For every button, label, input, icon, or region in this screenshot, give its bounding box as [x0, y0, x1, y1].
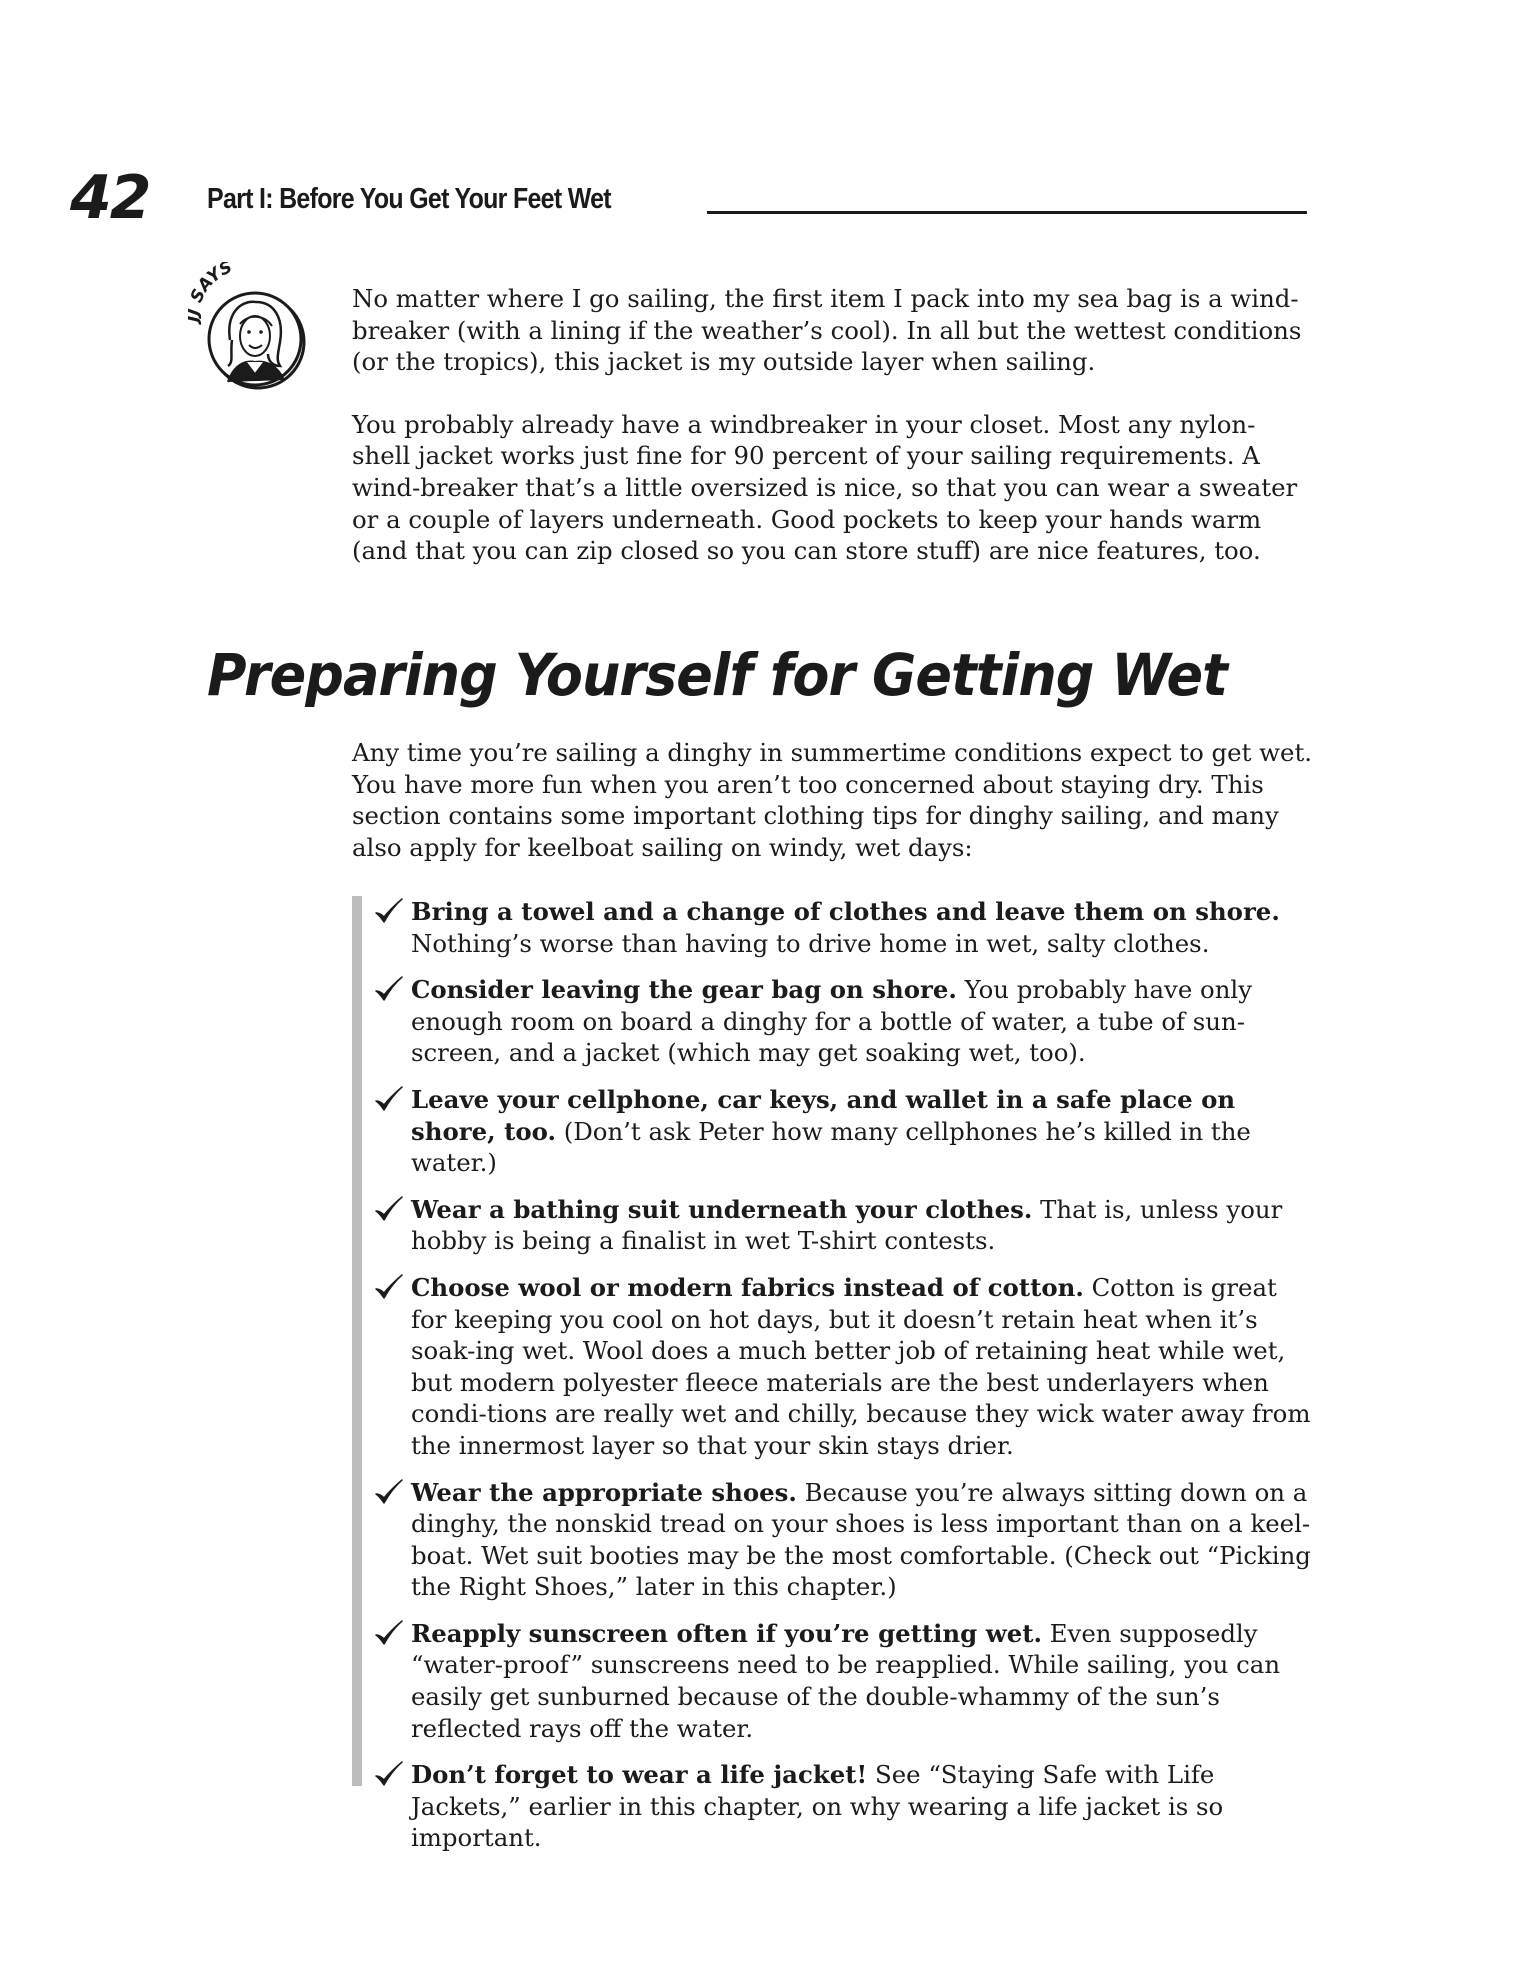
- list-item-lead: Wear the appropriate shoes.: [411, 1477, 797, 1507]
- list-item-lead: Don’t forget to wear a life jacket!: [411, 1760, 868, 1790]
- list-item-lead: Choose wool or modern fabrics instead of cotton.: [411, 1272, 1084, 1302]
- running-head-title: Part I: Before You Get Your Feet Wet: [207, 183, 611, 215]
- section-heading: Preparing Yourself for Getting Wet: [207, 641, 1227, 709]
- list-item: [411, 1194, 1312, 1257]
- list-item-text: That is, unless your hobby is being a finalist in wet T-shirt contests.: [411, 1194, 1283, 1256]
- jj-portrait-icon: [188, 262, 318, 397]
- list-item: [411, 1759, 1312, 1854]
- tip-paragraph: You probably already have a windbreaker in your closet. Most any nylon-shell jacket works just fine for 90 percent of your sailing requirements. A wind-breaker that’s a little oversized is nice, so that you can wear a sweater or a couple of layers underneath. Good pockets to keep your hands warm (and that you can zip closed so you can store stuff) are nice features, too.: [352, 409, 1298, 566]
- check-mark-icon: [374, 1085, 404, 1113]
- list-item-lead: Bring a towel and a change of clothes and leave them on shore.: [411, 897, 1280, 926]
- list-item-text: Even supposedly “water-proof” sunscreens need to be reapplied. While sailing, you can easily get sunburned because of the double-whammy of the sun’s reflected rays off the water.: [411, 1618, 1281, 1743]
- list-item-text: You probably have only enough room on board a dinghy for a bottle of water, a tube of sun-screen, and a jacket (which may get soaking wet, too).: [411, 975, 1252, 1068]
- check-mark-icon: [374, 1619, 404, 1647]
- list-item-lead: Consider leaving the gear bag on shore.: [411, 975, 957, 1005]
- list-item-lead: Leave your cellphone, car keys, and wallet in a safe place on shore, too.: [411, 1084, 1236, 1146]
- list-item-text: (Don’t ask Peter how many cellphones he’s killed in the water.): [411, 1116, 1251, 1178]
- check-mark-icon: [374, 975, 404, 1003]
- running-head-rule: [707, 211, 1307, 214]
- page-number: 42: [70, 163, 150, 233]
- list-item: [411, 1477, 1312, 1603]
- jj-says-icon: [188, 262, 318, 397]
- check-mark-icon: [374, 1273, 404, 1301]
- jj-says-label: SAYS: [188, 262, 236, 306]
- check-mark-icon: [374, 1760, 404, 1788]
- list-item-text: See “Staying Safe with Life Jackets,” earlier in this chapter, on why wearing a life jacket is so important.: [411, 1760, 1224, 1853]
- tip-block: [352, 283, 1312, 567]
- section-intro: Any time you’re sailing a dinghy in summertime conditions expect to get wet. You have more fun when you aren’t too concerned about staying dry. This section contains some important clothing tips for dinghy sailing, and many also apply for keelboat sailing on windy, wet days:: [352, 738, 1313, 862]
- check-mark-icon: [374, 897, 404, 925]
- list-item: [411, 974, 1312, 1069]
- list-item: [411, 1618, 1312, 1744]
- running-head: [207, 182, 1307, 216]
- list-side-bar: [352, 896, 362, 1786]
- list-item-text: Cotton is great for keeping you cool on hot days, but it doesn’t retain heat when it’s soak-ing wet. Wool does a much better job of retaining heat while wet, but modern polyester fleece materials are the best underlayers when condi-tions are really wet and chilly, because they wick water away from the innermost layer so that your skin stays drier.: [411, 1272, 1311, 1460]
- list-item-lead: Reapply sunscreen often if you’re getting wet.: [411, 1618, 1042, 1648]
- tip-paragraph: No matter where I go sailing, the first item I pack into my sea bag is a wind-breaker (with a lining if the weather’s cool). In all but the wettest conditions (or the tropics), this jacket is my outside layer when sailing.: [352, 284, 1302, 377]
- list-item: [411, 1272, 1312, 1462]
- list-item: [411, 1084, 1312, 1179]
- check-mark-icon: [374, 1195, 404, 1223]
- list-item-lead: Wear a bathing suit underneath your clothes.: [411, 1194, 1033, 1224]
- list-item: [411, 896, 1312, 959]
- list-item-text: Because you’re always sitting down on a dinghy, the nonskid tread on your shoes is less important than on a keel-boat. Wet suit booties may be the most comfortable. (Check out “Picking the Right Shoes,” later in this chapter.): [411, 1477, 1311, 1602]
- check-mark-icon: [374, 1478, 404, 1506]
- list-item-text: Nothing’s worse than having to drive home in wet, salty clothes.: [411, 928, 1210, 958]
- tips-list: [352, 896, 1312, 1869]
